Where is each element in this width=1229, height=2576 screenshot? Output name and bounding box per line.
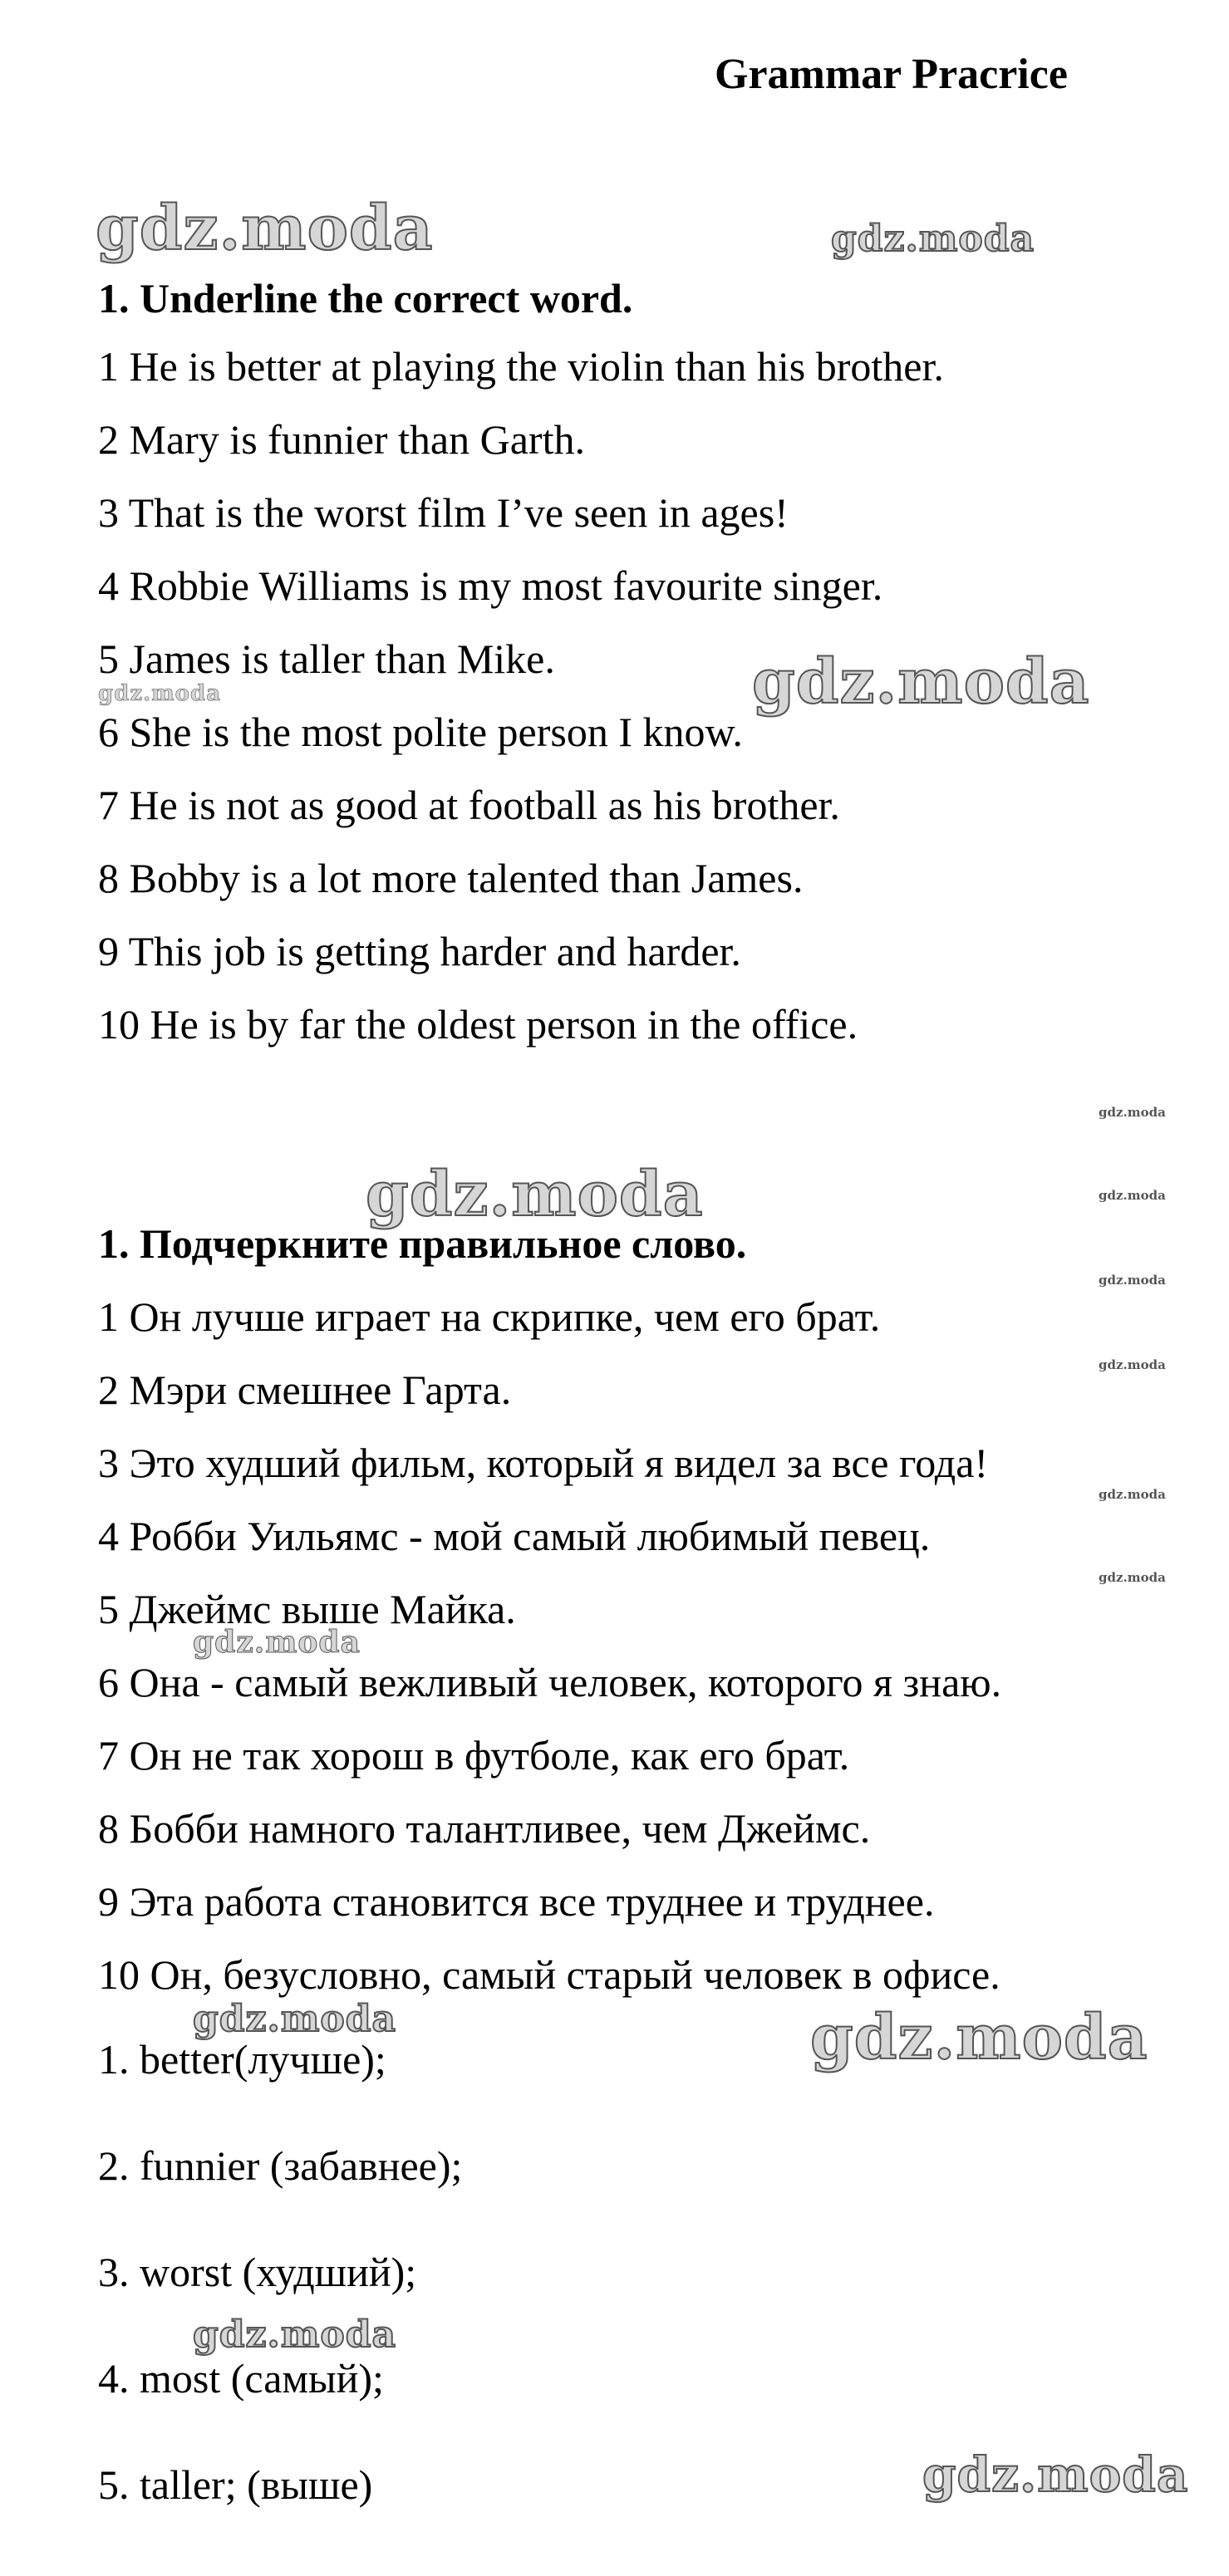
watermark: gdz.moda <box>1099 1188 1166 1203</box>
watermark: gdz.moda <box>193 2313 397 2356</box>
english-heading: 1. Underline the correct word. <box>98 275 633 321</box>
english-sentence: 4 Robbie Williams is my most favourite singer. <box>98 562 883 609</box>
english-sentence: 10 He is by far the oldest person in the office. <box>98 1001 858 1048</box>
page-title: Grammar Pracrice <box>715 51 1068 98</box>
russian-sentence: 2 Мэри смешнее Гарта. <box>98 1367 512 1413</box>
answer-item: 5. taller; (выше) <box>98 2461 373 2508</box>
english-sentence: 6 She is the most polite person I know. <box>98 709 743 755</box>
russian-sentence: 9 Эта работа становится все труднее и труднее. <box>98 1878 935 1925</box>
english-sentence: 5 James is taller than Mike. <box>98 635 555 682</box>
watermark: gdz.moda <box>1099 1105 1166 1120</box>
english-sentence: 1 He is better at playing the violin than his brother. <box>98 343 944 390</box>
russian-sentence: 6 Она - самый вежливый человек, которого я знаю. <box>98 1659 1002 1705</box>
russian-sentence: 7 Он не так хорош в футболе, как его брат. <box>98 1732 850 1779</box>
russian-sentence: 3 Это худший фильм, который я видел за все года! <box>98 1440 989 1486</box>
russian-heading: 1. Подчеркните правильное слово. <box>98 1220 747 1267</box>
answer-item: 1. better(лучше); <box>98 2036 386 2083</box>
watermark: gdz.moda <box>1099 1570 1166 1585</box>
watermark: gdz.moda <box>1099 1487 1166 1502</box>
watermark: gdz.moda <box>98 681 222 706</box>
english-sentence: 7 He is not as good at football as his brother. <box>98 782 840 828</box>
watermark: gdz.moda <box>1099 1357 1166 1372</box>
russian-sentence: 5 Джеймс выше Майка. <box>98 1586 516 1632</box>
watermark: gdz.moda <box>810 2002 1148 2073</box>
answer-item: 4. most (самый); <box>98 2355 384 2402</box>
russian-sentence: 8 Бобби намного талантливее, чем Джеймс. <box>98 1805 871 1852</box>
russian-sentence: 4 Робби Уильямс - мой самый любимый певец. <box>98 1513 931 1559</box>
english-sentence: 8 Bobby is a lot more talented than James. <box>98 855 804 901</box>
russian-sentence: 10 Он, безусловно, самый старый человек в офисе. <box>98 1951 1000 1998</box>
watermark: gdz.moda <box>752 646 1090 718</box>
watermark: gdz.moda <box>96 193 434 264</box>
watermark: gdz.moda <box>831 218 1035 260</box>
english-sentence: 9 This job is getting harder and harder. <box>98 928 741 974</box>
watermark: gdz.moda <box>1099 1273 1166 1288</box>
watermark: gdz.moda <box>922 2446 1189 2503</box>
english-sentence: 2 Mary is funnier than Garth. <box>98 416 585 463</box>
answer-item: 2. funnier (забавнее); <box>98 2142 463 2189</box>
watermark: gdz.moda <box>193 1625 361 1660</box>
answer-item: 3. worst (худший); <box>98 2249 417 2295</box>
english-sentence: 3 That is the worst film I’ve seen in ages! <box>98 489 789 536</box>
russian-sentence: 1 Он лучше играет на скрипке, чем его брат. <box>98 1293 881 1340</box>
watermark: gdz.moda <box>193 1998 397 2040</box>
watermark: gdz.moda <box>366 1159 704 1230</box>
